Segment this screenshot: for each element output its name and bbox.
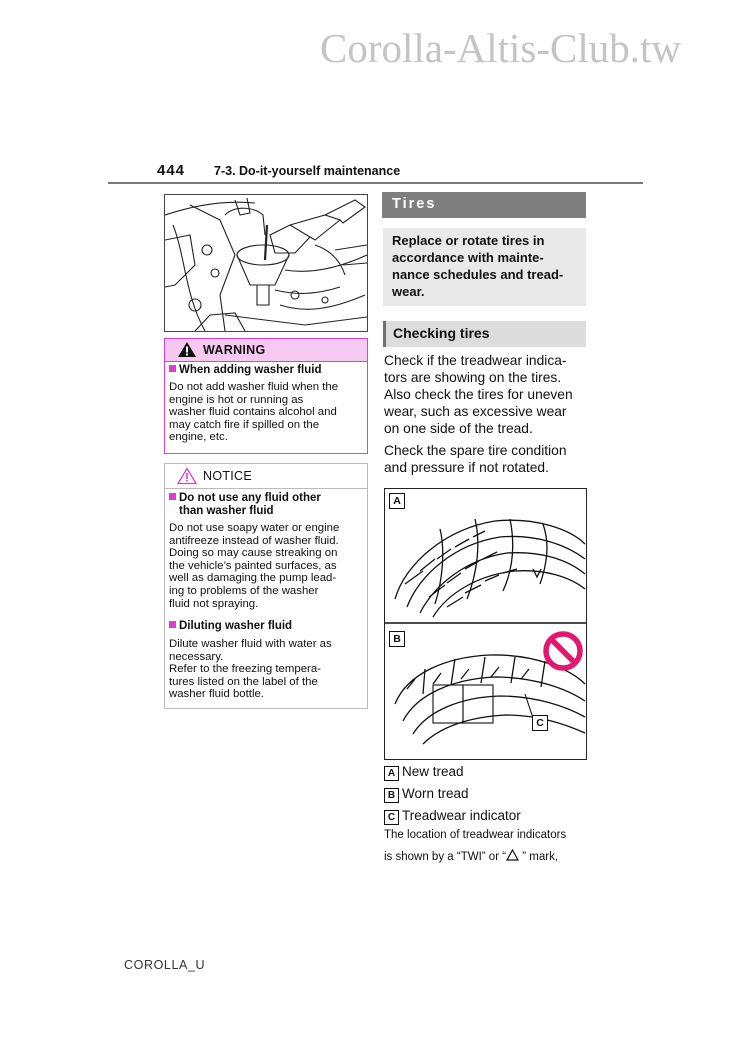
notice-text-2: Dilute washer fluid with water as necessary. Refer to the freezing tempera- tures listed on the label of the washer fluid bottle. [169, 638, 332, 701]
prohibition-icon [546, 634, 580, 668]
legend-key-b: B [384, 788, 399, 803]
notice-heading-2: Diluting washer fluid [169, 620, 292, 632]
notice-triangle-icon [177, 467, 197, 485]
legend-item-new-tread: A New tread [384, 764, 464, 781]
legend-key-c: C [384, 810, 399, 825]
warning-text: Do not add washer fluid when the engine is hot or running as washer fluid contains alcohol and may catch fire if spilled on the engine, etc. [169, 381, 339, 444]
page-number: 444 [157, 162, 186, 179]
tires-title: Tires [392, 196, 437, 212]
figure-label-c: C [532, 715, 548, 731]
warning-label: WARNING [203, 343, 266, 357]
header-rule [108, 182, 643, 184]
notice-label: NOTICE [203, 469, 253, 483]
footer-model-code: COROLLA_U [124, 958, 206, 972]
checking-tires-title: Checking tires [393, 325, 490, 341]
caption-line-1: The location of treadwear indicators [384, 829, 567, 841]
tires-summary: Replace or rotate tires in accordance with mainte- nance schedules and tread- wear. [392, 233, 564, 299]
legend-item-worn-tread: B Worn tread [384, 786, 469, 803]
warning-heading: When adding washer fluid [169, 364, 321, 376]
notice-text-1: Do not use soapy water or engine antifreeze instead of washer fluid. Doing so may cause streaking on the vehicle’s painted surfaces, as well as damaging the pump lead- ing to problems of the washer fluid not spraying. [169, 522, 340, 610]
tires-summary-box [383, 228, 586, 306]
notice-heading-1: Do not use any fluid other than washer fluid [169, 492, 321, 518]
warning-header [165, 339, 367, 362]
notice-header [165, 464, 367, 489]
legend-item-treadwear-indicator: C Treadwear indicator [384, 808, 521, 825]
bullet-square-icon [169, 493, 176, 500]
checking-paragraph-2: Check the spare tire condition and pressure if not rotated. [384, 443, 567, 475]
warning-triangle-icon [177, 341, 197, 358]
triangle-mark-icon [506, 849, 519, 861]
checking-paragraph-1: Check if the treadwear indica- tors are showing on the tires. Also check the tires for uneven wear, such as excessive wear on one side of the tread. [384, 353, 573, 436]
tires-title-bar [382, 192, 586, 218]
tire-tread-figure [384, 488, 587, 760]
new-tread-illustration [395, 519, 585, 617]
section-title: 7-3. Do-it-yourself maintenance [214, 164, 401, 178]
bullet-square-icon [169, 621, 176, 628]
figure-label-a: A [389, 493, 405, 509]
caption-line-2: is shown by a “TWI” or “ ” mark, [384, 851, 559, 863]
checking-tires-bar [383, 321, 586, 347]
notice-box [164, 463, 368, 709]
engine-washer-illustration [164, 194, 368, 332]
figure-label-b: B [389, 631, 405, 647]
bullet-square-icon [169, 365, 176, 372]
warning-box [164, 338, 368, 454]
legend-key-a: A [384, 766, 399, 781]
watermark: Corolla-Altis-Club.tw [320, 25, 682, 71]
